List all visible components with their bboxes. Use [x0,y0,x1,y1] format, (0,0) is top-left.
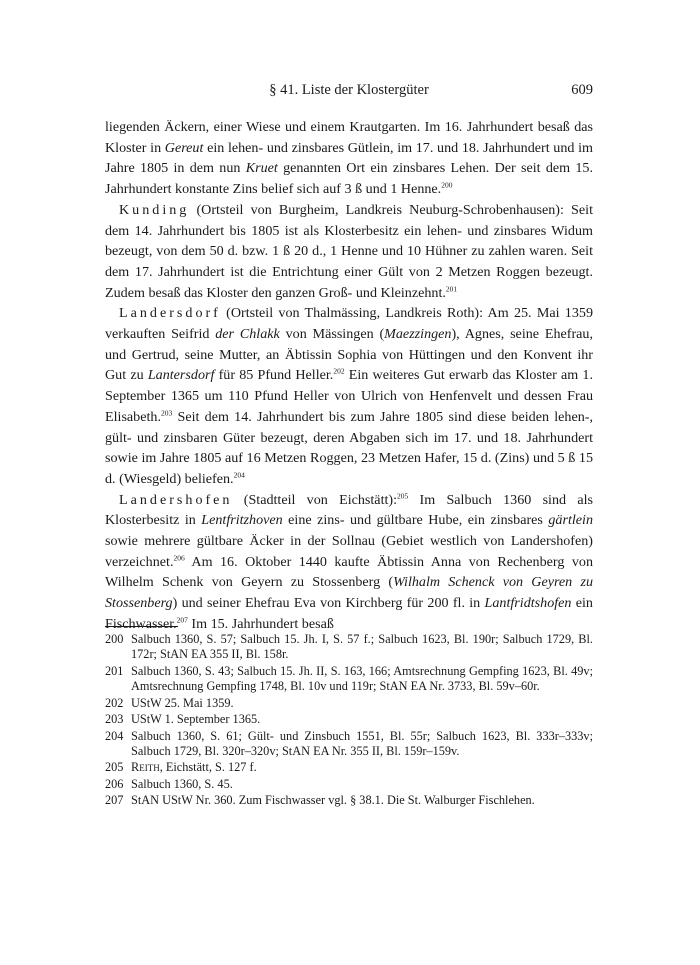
footnote-ref: 200 [441,180,453,190]
place-name: Landersdorf [119,305,221,322]
footnote-ref: 206 [173,553,185,563]
footnote-number: 202 [105,695,124,710]
footnote-204 [105,729,593,760]
footnote-number: 200 [105,632,124,646]
place-name: Kunding [119,201,190,218]
page-header [105,82,593,104]
footnote-text: UStW 1. September 1365. [131,712,261,727]
footnote-number: 204 [105,728,124,743]
footnote-number: 205 [105,760,124,775]
footnote-number: 201 [105,663,124,678]
footnote-text: Salbuch 1360, S. 43; Salbuch 15. Jh. II, S. 163, 166; Amtsrechnung Gempfing 1623, Bl. 49v; Amtsrechnung Gempfing 1748, Bl. 10v und 119r; StAN EA Nr. 3733, Bl. 59v–60r. [131,663,593,694]
entry-landersdorf: Landersdorf (Ortsteil von Thalmässing, Landkreis Roth): Am 25. Mai 1359 verkauften Seifrid der Chlakk von Mässingen (Maezzingen), Agnes, seine Ehefrau, und Gertrud, seine Mutter, an Äbtissin Sophia von Hüttingen und den Konvent ihr Gut zu Lantersdorf für 85 Pfund Heller.$^{202}$ Ein weiteres Gut erwarb das Kloster am 1. September 1365 um 110 Pfund Heller von Ulrich von Henfenvelt und dessen Frau Elisabeth.$^{203}$ Seit dem 14. Jahrhundert bis zum Jahre 1805 sind diese beiden lehen-, gült- und zinsbaren Güter bezeugt, deren Abgaben sich im 17. und 18. Jahrhundert sowie im Jahre 1805 auf 16 Metzen Roggen, 23 Metzen Hafer, 15 d. (Zins) und 5 ß 15 d. (Wiesgeld) beliefen.$^{204}$ [105,305,593,487]
place-name: Landershofen [119,491,233,508]
footnote-text: Salbuch 1360, S. 57; Salbuch 15. Jh. I, S. 57 f.; Salbuch 1623, Bl. 190r; Salbuch 1729, Bl. 172r; StAN EA 355 II, Bl. 158r. [131,632,593,662]
footnote-ref: 201 [445,283,458,293]
footnote-203 [105,712,593,727]
entry-landershofen: Landershofen (Stadtteil von Eichstätt):$^{205}$ Im Salbuch 1360 sind als Klosterbesitz in Lentfritzhoven eine zins- und gültbare Hube, ein zinsbares gärtlein sowie mehrere gültbare Äcker in der Sollnau (Gebiet westlich von Landershofen) verzeichnet.$^{206}$ Am 16. Oktober 1440 kaufte Äbtissin Anna von Rechenberg von Wilhelm Schenk von Geyern zu Stossenberg (Wilhalm Schenck von Geyren zu Stossenberg) und seiner Ehefrau Eva von Kirchberg für 200 fl. in Lantfridtshofen ein Fischwasser.$^{207}$ Im 15. Jahrhundert besaß [105,490,593,632]
running-title: § 41. Liste der Klostergüter [269,82,429,98]
footnote-text: StAN UStW Nr. 360. Zum Fischwasser vgl. § 38.1. Die St. Walburger Fischlehen. [131,793,535,808]
footnote-ref: 202 [333,366,345,376]
entry-kunding: Kunding (Ortsteil von Burgheim, Landkreis Neuburg-Schrobenhausen): Seit dem 14. Jahrhundert bis 1805 ist als Klosterbesitz ein lehen- und zinsbares Widum bezeugt, von dem 50 d. bzw. 1 ß 20 d., 1 Henne und 10 Hühner zu zahlen waren. Seit dem 17. Jahrhundert ist die Entrichtung einer Gült von 2 Metzen Roggen bezeugt. Zudem besaß das Kloster den ganzen Groß- und Kleinzehnt.$^{201}$ [105,201,593,301]
page-number: 609 [571,82,593,98]
footnote-ref: 204 [233,470,245,480]
footnote-text: Reith, Eichstätt, S. 127 f. [131,760,257,775]
footnotes [105,632,593,810]
footnote-number: 207 [105,793,124,808]
footnote-text: Salbuch 1360, S. 61; Gült- und Zinsbuch 1551, Bl. 55r; Salbuch 1623, Bl. 333r–333v; Salbuch 1729, Bl. 320r–320v; StAN EA Nr. 355 II, Bl. 159r–159v. [131,728,593,758]
footnote-206 [105,777,593,792]
footnote-ref: 203 [160,408,173,418]
footnote-ref: 207 [176,615,188,625]
author-name: Reith [131,760,160,775]
footnote-200 [105,632,593,663]
footnote-202 [105,696,593,711]
main-text [105,117,593,635]
footnote-201 [105,664,593,695]
footnote-number: 206 [105,776,124,791]
footnote-separator [105,626,178,627]
paragraph-intro: liegenden Äckern, einer Wiese und einem Krautgarten. Im 16. Jahrhundert besaß das Kloster in Gereut ein lehen- und zinsbares Gütlein, im 17. und 18. Jahrhundert und im Jahre 1805 in dem nun Kruet genannten Ort ein zinsbares Lehen. Der seit dem 15. Jahrhundert konstante Zins belief sich auf 3 ß und 1 Henne.$^{200}$ [105,119,593,198]
footnote-207 [105,793,593,808]
footnote-205 [105,760,593,775]
footnote-text: Salbuch 1360, S. 45. [131,776,233,791]
footnote-ref: 205 [397,490,409,500]
footnote-number: 203 [105,712,124,727]
footnote-text: UStW 25. Mai 1359. [131,695,234,710]
